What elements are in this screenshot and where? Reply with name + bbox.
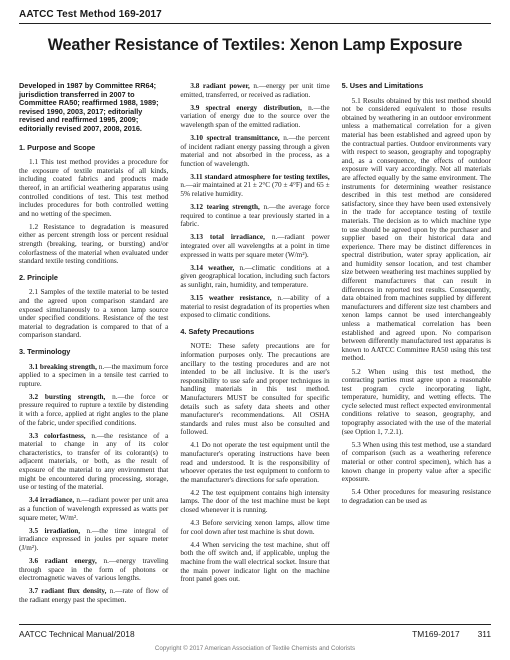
paragraph-text: n.—climatic conditions at a given geographical location, including such factors as sunlight, rain, humidity, and temperature. bbox=[180, 263, 330, 289]
copyright-notice: Copyright © 2017 American Association of Textile Chemists and Colorists bbox=[154, 645, 356, 652]
header-rule bbox=[19, 23, 491, 24]
paragraph bbox=[342, 488, 491, 505]
paragraph-text: n.—the maximum force applied to a specimen in a tensile test carried to rupture. bbox=[19, 362, 169, 388]
footer-manual: AATCC Technical Manual/2018 bbox=[19, 629, 135, 639]
paragraph bbox=[180, 489, 329, 515]
defined-term: 3.11 standard atmosphere for testing textiles, bbox=[190, 172, 330, 181]
paragraph-text: n.—rate of flow of the radiant energy past the specimen. bbox=[19, 587, 169, 604]
paragraph-text: 5.1 Results obtained by this test method should not be considered equivalent to those results obtained by weathering in an outdoor environment unless a mathematical correlation for a given material has been established and agreed upon by the contractual parties. Outdoor environments vary with respect to season, geography and topography and, as a consequence, the effects of outdoor exposure will vary accordingly. Not all materials are affected equally by the same environment. The instruments for determining weather resistance described in this test method are considered satisfactory, since they have been used extensively in the trade for acceptance testing of textile materials. The decision as to which machine type to use should be agreed upon by the purchaser and supplier based on their historical data and experience. There may be distinct differences in spectral distribution, water spray application, air and humidity sensor location, and test chamber size between weathering test machines supplied by different manufacturers that can result in differences in reported test results. Consequently, data obtained from machines supplied by different manufacturers and different size test chambers and xenon lamps cannot be used interchangeably unless a mathematical correlation has been established and agreed upon. No comparison between differently manufactured test apparatus is known to AATCC Committee RA50 using this test method. bbox=[341, 96, 491, 363]
defined-term: 3.13 total irradiance, bbox=[190, 233, 265, 242]
paragraph bbox=[180, 342, 329, 437]
paragraph-text: n.—the resistance of a material to change in any of its color characteristics, to transfer of its colorant(s) to adjacent materials, or both, as the result of exposure of the material to any environment that might be encountered during processing, storage, use or testing of the material. bbox=[19, 431, 169, 492]
paragraph bbox=[19, 557, 168, 583]
paragraph-text: n.—ability of a material to resist degradation of its properties when exposed to climatic conditions. bbox=[180, 293, 330, 320]
section-heading: 4. Safety Precautions bbox=[180, 326, 255, 336]
paragraph bbox=[180, 134, 329, 168]
paragraph bbox=[180, 82, 329, 99]
paragraph bbox=[342, 368, 491, 437]
paragraph-text: n.—the percent of incident radiant energy passing through a given material and not absorbed in the process, as a function of wavelength. bbox=[180, 133, 330, 168]
section-heading: 2. Principle bbox=[19, 272, 58, 282]
defined-term: 3.2 bursting strength, bbox=[29, 392, 106, 401]
paragraph bbox=[180, 541, 329, 584]
defined-term: 3.14 weather, bbox=[190, 263, 235, 272]
paragraph bbox=[19, 393, 168, 427]
paragraph-text: 1.2 Resistance to degradation is measured either as percent strength loss or percent residual strength (breaking, tearing, or bursting) and/or colorfastness of the material when evaluated under standard textile testing conditions. bbox=[19, 222, 169, 266]
defined-term: 3.1 breaking strength, bbox=[29, 362, 97, 371]
page-number: 311 bbox=[477, 629, 491, 639]
paragraph-text: 2.1 Samples of the textile material to be tested and the agreed upon comparison standard are exposed simultaneously to a xenon lamp source under specified conditions. Resistance of the test material to degradation is compared to that of a comparison standard. bbox=[19, 288, 169, 340]
paragraph-text: n.—air maintained at 21 ± 2°C (70 ± 4°F) and 65 ± 5% relative humidity. bbox=[180, 181, 330, 199]
paragraph bbox=[19, 223, 168, 266]
paragraph bbox=[180, 264, 329, 290]
paragraph-text: 5.2 When using this test method, the contracting parties must agree upon a reasonable test program cycle incorporating light, temperature, humidity, and wetting effects. The cycle selected must reflect expected environmental conditions relative to season, geography, and topography associated with the use of the material (see Option 1, 7.2.1). bbox=[341, 367, 491, 436]
paragraph-text: n.—energy traveling through space in the form of photons or electromagnetic waves of various lengths. bbox=[19, 556, 169, 583]
paragraph bbox=[19, 363, 168, 389]
document-title: Weather Resistance of Textiles: Xenon Lamp Exposure bbox=[47, 36, 463, 54]
defined-term: 3.10 spectral transmittance, bbox=[190, 133, 280, 142]
paragraph bbox=[342, 97, 491, 363]
paragraph bbox=[180, 294, 329, 320]
paragraph-text: 4.4 When servicing the test machine, shut off both the off switch and, if applicable, unplug the machine from the wall electrical socket. Insure that the main power indicator light on the machine front panel goes out. bbox=[180, 540, 330, 584]
section-heading: 1. Purpose and Scope bbox=[19, 142, 96, 152]
paragraph-text: n.—energy per unit time emitted, transferred, or received as radiation. bbox=[180, 82, 330, 99]
defined-term: 3.3 colorfastness, bbox=[29, 431, 86, 440]
defined-term: 3.8 radiant power, bbox=[190, 82, 250, 90]
defined-term: 3.12 tearing strength, bbox=[190, 203, 260, 212]
paragraph bbox=[342, 441, 491, 484]
section-heading: 3. Terminology bbox=[19, 346, 71, 356]
paragraph-text: 4.3 Before servicing xenon lamps, allow time for cool down after test machine is shut down. bbox=[180, 519, 330, 536]
paragraph-text: n.—the average force required to continue a tear previously started in a fabric. bbox=[180, 203, 330, 229]
paragraph-text: n.—the force or pressure required to rupture a textile by distending it with a force, applied at right angles to the plane of the fabric, under specified conditions. bbox=[19, 392, 169, 427]
defined-term: 3.4 irradiance, bbox=[29, 496, 75, 505]
paragraph-text: n.—radiant power per unit area as a function of wavelength expressed as watts per square meter, W/m². bbox=[19, 496, 169, 522]
paragraph-text: 4.2 The test equipment contains high intensity lamps. The door of the test machine must be kept closed whenever it is running. bbox=[180, 488, 330, 515]
paragraph-text: n.—the time integral of irradiance expressed in joules per square meter (J/m²). bbox=[19, 526, 169, 552]
paragraph-text: 5.4 Other procedures for measuring resistance to degradation can be used as bbox=[341, 488, 491, 505]
body-columns bbox=[19, 82, 491, 617]
paragraph bbox=[180, 233, 329, 259]
paragraph-text: 4.1 Do not operate the test equipment until the manufacturer's operating instructions have been read and understood. It is the responsibility of whoever operates the test equipment to conform to the manufacturer's directions for safe operation. bbox=[180, 441, 330, 484]
footer-rule bbox=[19, 624, 491, 625]
paragraph-text: 1.1 This test method provides a procedure for the exposure of textile materials of all kinds, including coated fabrics and products made thereof, in an artificial weathering apparatus using controlled conditions of test. This test method includes procedures for both controlled wetting and no wetting of the specimen. bbox=[19, 158, 169, 218]
defined-term: 3.7 radiant flux density, bbox=[29, 587, 107, 596]
paragraph-text: NOTE: These safety precautions are for information purposes only. The precautions are ancillary to the testing procedures and are not intended to be all inclusive. It is the user's responsibility to use safe and proper techniques in handling materials in this test method. Manufacturers MUST be consulted for specific details such as safety data sheets and other manufacturer's recommendations. All OSHA standards and rules must also be consulted and followed. bbox=[180, 342, 330, 437]
paragraph-text: 5.3 When using this test method, use a standard of comparison (such as a weathering reference material or other control specimen), which has a known change in property value after a specific exposure. bbox=[341, 440, 491, 484]
paragraph bbox=[19, 527, 168, 553]
development-history: Developed in 1987 by Committee RR64; jurisdiction transferred in 2007 to Committee RA50; reaffirmed 1988, 1989; revised 1990, 2003, 2017; editorially revised and reaffirmed 1995, 2009; editorially revised 2007, 2008, 2016. bbox=[19, 81, 159, 133]
defined-term: 3.9 spectral energy distribution, bbox=[190, 103, 302, 112]
defined-term: 3.15 weather resistance, bbox=[190, 293, 272, 302]
footer-method: TM169-2017 bbox=[412, 629, 460, 639]
paragraph bbox=[19, 288, 168, 340]
paragraph bbox=[19, 587, 168, 604]
section-heading: 5. Uses and Limitations bbox=[341, 81, 424, 90]
running-head: AATCC Test Method 169-2017 bbox=[19, 9, 162, 20]
paragraph-text: n.—radiant power integrated over all wavelengths at a point in time expressed in watts per square meter (W/m²). bbox=[180, 233, 330, 259]
paragraph bbox=[19, 496, 168, 522]
defined-term: 3.6 radiant energy, bbox=[29, 556, 97, 565]
paragraph bbox=[180, 519, 329, 536]
paragraph bbox=[180, 441, 329, 484]
paragraph bbox=[19, 432, 168, 492]
paragraph bbox=[180, 203, 329, 229]
paragraph-text: n.—the variation of energy due to the source over the wavelength span of the emitted radiation. bbox=[180, 103, 330, 129]
paragraph bbox=[19, 158, 168, 218]
paragraph bbox=[180, 104, 329, 130]
defined-term: 3.5 irradiation, bbox=[29, 526, 81, 535]
footer-right bbox=[394, 629, 491, 639]
paragraph bbox=[180, 173, 329, 199]
